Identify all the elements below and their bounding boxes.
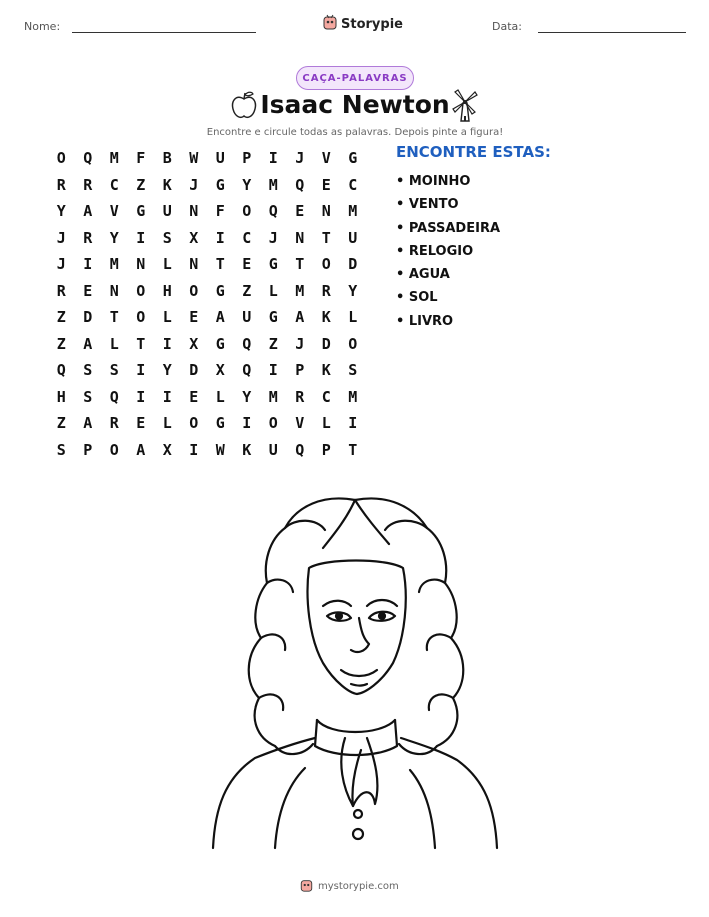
grid-cell[interactable]: R: [83, 228, 93, 247]
grid-cell[interactable]: L: [321, 414, 331, 433]
grid-cell[interactable]: J: [56, 228, 66, 247]
grid-cell[interactable]: T: [109, 308, 119, 327]
grid-cell[interactable]: T: [215, 255, 225, 274]
grid-cell[interactable]: J: [295, 334, 305, 353]
grid-cell[interactable]: S: [83, 361, 93, 380]
word-item: • RELOGIO: [396, 243, 474, 259]
grid-cell[interactable]: S: [348, 361, 358, 380]
grid-cell[interactable]: A: [215, 308, 225, 327]
grid-cell[interactable]: E: [83, 281, 93, 300]
grid-cell[interactable]: A: [295, 308, 305, 327]
grid-cell[interactable]: M: [268, 175, 278, 194]
grid-cell[interactable]: I: [83, 255, 93, 274]
grid-cell[interactable]: X: [162, 440, 172, 459]
grid-cell[interactable]: R: [56, 281, 66, 300]
grid-cell[interactable]: K: [321, 308, 331, 327]
grid-cell[interactable]: V: [295, 414, 305, 433]
grid-cell[interactable]: U: [242, 308, 252, 327]
grid-cell[interactable]: S: [109, 361, 119, 380]
grid-cell[interactable]: M: [295, 281, 305, 300]
grid-cell[interactable]: C: [348, 175, 358, 194]
grid-cell[interactable]: O: [189, 281, 199, 300]
grid-cell[interactable]: O: [136, 281, 146, 300]
grid-cell[interactable]: P: [321, 440, 331, 459]
grid-cell[interactable]: O: [242, 202, 252, 221]
grid-cell[interactable]: L: [162, 308, 172, 327]
grid-cell[interactable]: I: [136, 228, 146, 247]
grid-cell[interactable]: P: [83, 440, 93, 459]
grid-cell[interactable]: F: [215, 202, 225, 221]
word-item: • MOINHO: [396, 174, 471, 189]
grid-cell[interactable]: H: [56, 387, 66, 406]
grid-cell[interactable]: O: [189, 414, 199, 433]
grid-cell[interactable]: S: [56, 440, 66, 459]
brand-name: Storypie: [341, 16, 403, 32]
brand: [323, 14, 403, 34]
word-list-title: ENCONTRE ESTAS:: [396, 143, 551, 161]
grid-cell[interactable]: L: [348, 308, 358, 327]
grid-cell[interactable]: G: [268, 308, 278, 327]
grid-cell[interactable]: Q: [268, 202, 278, 221]
grid-cell[interactable]: K: [242, 440, 252, 459]
grid-cell[interactable]: R: [109, 414, 119, 433]
grid-cell[interactable]: G: [268, 255, 278, 274]
grid-cell[interactable]: A: [83, 334, 93, 353]
grid-cell[interactable]: U: [162, 202, 172, 221]
grid-cell[interactable]: I: [215, 228, 225, 247]
instructions: Encontre e circule todas as palavras. Depois pinte a figura!: [206, 127, 504, 138]
grid-cell[interactable]: Z: [242, 281, 252, 300]
grid-cell[interactable]: N: [189, 255, 199, 274]
name-label: Nome:: [24, 20, 61, 33]
grid-cell[interactable]: E: [189, 308, 199, 327]
grid-cell[interactable]: Y: [242, 175, 252, 194]
grid-cell[interactable]: B: [162, 149, 172, 168]
grid-cell[interactable]: Q: [295, 175, 305, 194]
grid-cell[interactable]: M: [348, 202, 358, 221]
grid-cell[interactable]: N: [189, 202, 199, 221]
grid-cell[interactable]: Q: [109, 387, 119, 406]
grid-cell[interactable]: E: [189, 387, 199, 406]
grid-cell[interactable]: I: [242, 414, 252, 433]
grid-cell[interactable]: M: [109, 255, 119, 274]
grid-cell[interactable]: Q: [242, 361, 252, 380]
grid-cell[interactable]: L: [162, 255, 172, 274]
grid-cell[interactable]: N: [295, 228, 305, 247]
grid-cell[interactable]: O: [136, 308, 146, 327]
grid-cell[interactable]: T: [348, 440, 358, 459]
grid-cell[interactable]: G: [136, 202, 146, 221]
grid-cell[interactable]: Q: [242, 334, 252, 353]
grid-cell[interactable]: X: [189, 228, 199, 247]
grid-cell[interactable]: Q: [56, 361, 66, 380]
grid-cell[interactable]: J: [189, 175, 199, 194]
grid-cell[interactable]: V: [109, 202, 119, 221]
name-line[interactable]: [72, 32, 256, 33]
grid-cell[interactable]: E: [136, 414, 146, 433]
word-list: [396, 170, 500, 333]
grid-cell[interactable]: L: [268, 281, 278, 300]
grid-cell[interactable]: O: [109, 440, 119, 459]
date-label: Data:: [492, 20, 522, 33]
grid-cell[interactable]: S: [162, 228, 172, 247]
grid-cell[interactable]: T: [136, 334, 146, 353]
footer-url: mystorypie.com: [318, 881, 399, 892]
grid-cell[interactable]: X: [189, 334, 199, 353]
grid-cell[interactable]: Y: [242, 387, 252, 406]
grid-cell[interactable]: G: [215, 281, 225, 300]
grid-cell[interactable]: A: [83, 414, 93, 433]
grid-cell[interactable]: I: [162, 334, 172, 353]
grid-cell[interactable]: F: [136, 149, 146, 168]
grid-cell[interactable]: R: [56, 175, 66, 194]
grid-cell[interactable]: D: [348, 255, 358, 274]
grid-cell[interactable]: K: [321, 361, 331, 380]
grid-cell[interactable]: E: [295, 202, 305, 221]
grid-cell[interactable]: Z: [136, 175, 146, 194]
grid-cell[interactable]: P: [242, 149, 252, 168]
grid-cell[interactable]: L: [109, 334, 119, 353]
grid-cell[interactable]: M: [109, 149, 119, 168]
grid-cell[interactable]: V: [321, 149, 331, 168]
grid-cell[interactable]: S: [83, 387, 93, 406]
newton-coloring-illustration[interactable]: [205, 488, 505, 857]
footer: [300, 878, 410, 895]
grid-cell[interactable]: U: [215, 149, 225, 168]
grid-cell[interactable]: G: [215, 175, 225, 194]
grid-cell[interactable]: N: [321, 202, 331, 221]
storypie-logo-icon: [300, 878, 313, 895]
grid-cell[interactable]: I: [136, 361, 146, 380]
grid-cell[interactable]: L: [215, 387, 225, 406]
grid-cell[interactable]: Q: [295, 440, 305, 459]
grid-cell[interactable]: J: [56, 255, 66, 274]
grid-cell[interactable]: W: [189, 149, 199, 168]
grid-cell[interactable]: U: [348, 228, 358, 247]
grid-cell[interactable]: I: [348, 414, 358, 433]
grid-cell[interactable]: O: [56, 149, 66, 168]
word-item: • VENTO: [396, 197, 459, 213]
grid-cell[interactable]: E: [321, 175, 331, 194]
windmill-icon: [450, 88, 480, 126]
grid-cell[interactable]: G: [215, 414, 225, 433]
grid-cell[interactable]: Y: [109, 228, 119, 247]
grid-cell[interactable]: A: [136, 440, 146, 459]
grid-cell[interactable]: Z: [56, 414, 66, 433]
word-search-grid[interactable]: [48, 145, 366, 463]
grid-cell[interactable]: R: [321, 281, 331, 300]
grid-cell[interactable]: T: [321, 228, 331, 247]
word-item: • PASSADEIRA: [396, 220, 501, 236]
grid-cell[interactable]: H: [162, 281, 172, 300]
date-line[interactable]: [538, 32, 686, 33]
grid-cell[interactable]: I: [162, 387, 172, 406]
page-title: Isaac Newton: [260, 90, 450, 119]
grid-cell[interactable]: X: [215, 361, 225, 380]
grid-cell[interactable]: I: [189, 440, 199, 459]
grid-cell[interactable]: Z: [268, 334, 278, 353]
grid-cell[interactable]: M: [348, 387, 358, 406]
grid-cell[interactable]: J: [268, 228, 278, 247]
grid-cell[interactable]: R: [295, 387, 305, 406]
grid-cell[interactable]: Z: [56, 334, 66, 353]
word-item: • AGUA: [396, 267, 450, 283]
category-badge: CAÇA-PALAVRAS: [296, 66, 414, 90]
grid-cell[interactable]: L: [162, 414, 172, 433]
word-item: • SOL: [396, 290, 438, 306]
grid-cell[interactable]: D: [321, 334, 331, 353]
grid-cell[interactable]: P: [295, 361, 305, 380]
grid-cell[interactable]: I: [268, 149, 278, 168]
grid-cell[interactable]: Y: [162, 361, 172, 380]
grid-cell[interactable]: N: [136, 255, 146, 274]
grid-cell[interactable]: W: [215, 440, 225, 459]
grid-cell[interactable]: G: [348, 149, 358, 168]
word-item: • LIVRO: [396, 313, 454, 329]
grid-cell[interactable]: K: [162, 175, 172, 194]
grid-cell[interactable]: O: [321, 255, 331, 274]
grid-cell[interactable]: J: [295, 149, 305, 168]
grid-cell[interactable]: D: [83, 308, 93, 327]
grid-cell[interactable]: O: [268, 414, 278, 433]
grid-cell[interactable]: C: [321, 387, 331, 406]
grid-cell[interactable]: R: [83, 175, 93, 194]
grid-cell[interactable]: I: [136, 387, 146, 406]
grid-cell[interactable]: C: [109, 175, 119, 194]
grid-cell[interactable]: Y: [348, 281, 358, 300]
grid-cell[interactable]: M: [268, 387, 278, 406]
grid-cell[interactable]: T: [295, 255, 305, 274]
grid-cell[interactable]: Q: [83, 149, 93, 168]
grid-cell[interactable]: N: [109, 281, 119, 300]
grid-cell[interactable]: A: [83, 202, 93, 221]
grid-cell[interactable]: U: [268, 440, 278, 459]
grid-cell[interactable]: I: [268, 361, 278, 380]
storypie-logo-icon: [323, 14, 337, 34]
grid-cell[interactable]: Z: [56, 308, 66, 327]
grid-cell[interactable]: E: [242, 255, 252, 274]
grid-cell[interactable]: O: [348, 334, 358, 353]
grid-cell[interactable]: D: [189, 361, 199, 380]
grid-cell[interactable]: G: [215, 334, 225, 353]
grid-cell[interactable]: C: [242, 228, 252, 247]
grid-cell[interactable]: Y: [56, 202, 66, 221]
